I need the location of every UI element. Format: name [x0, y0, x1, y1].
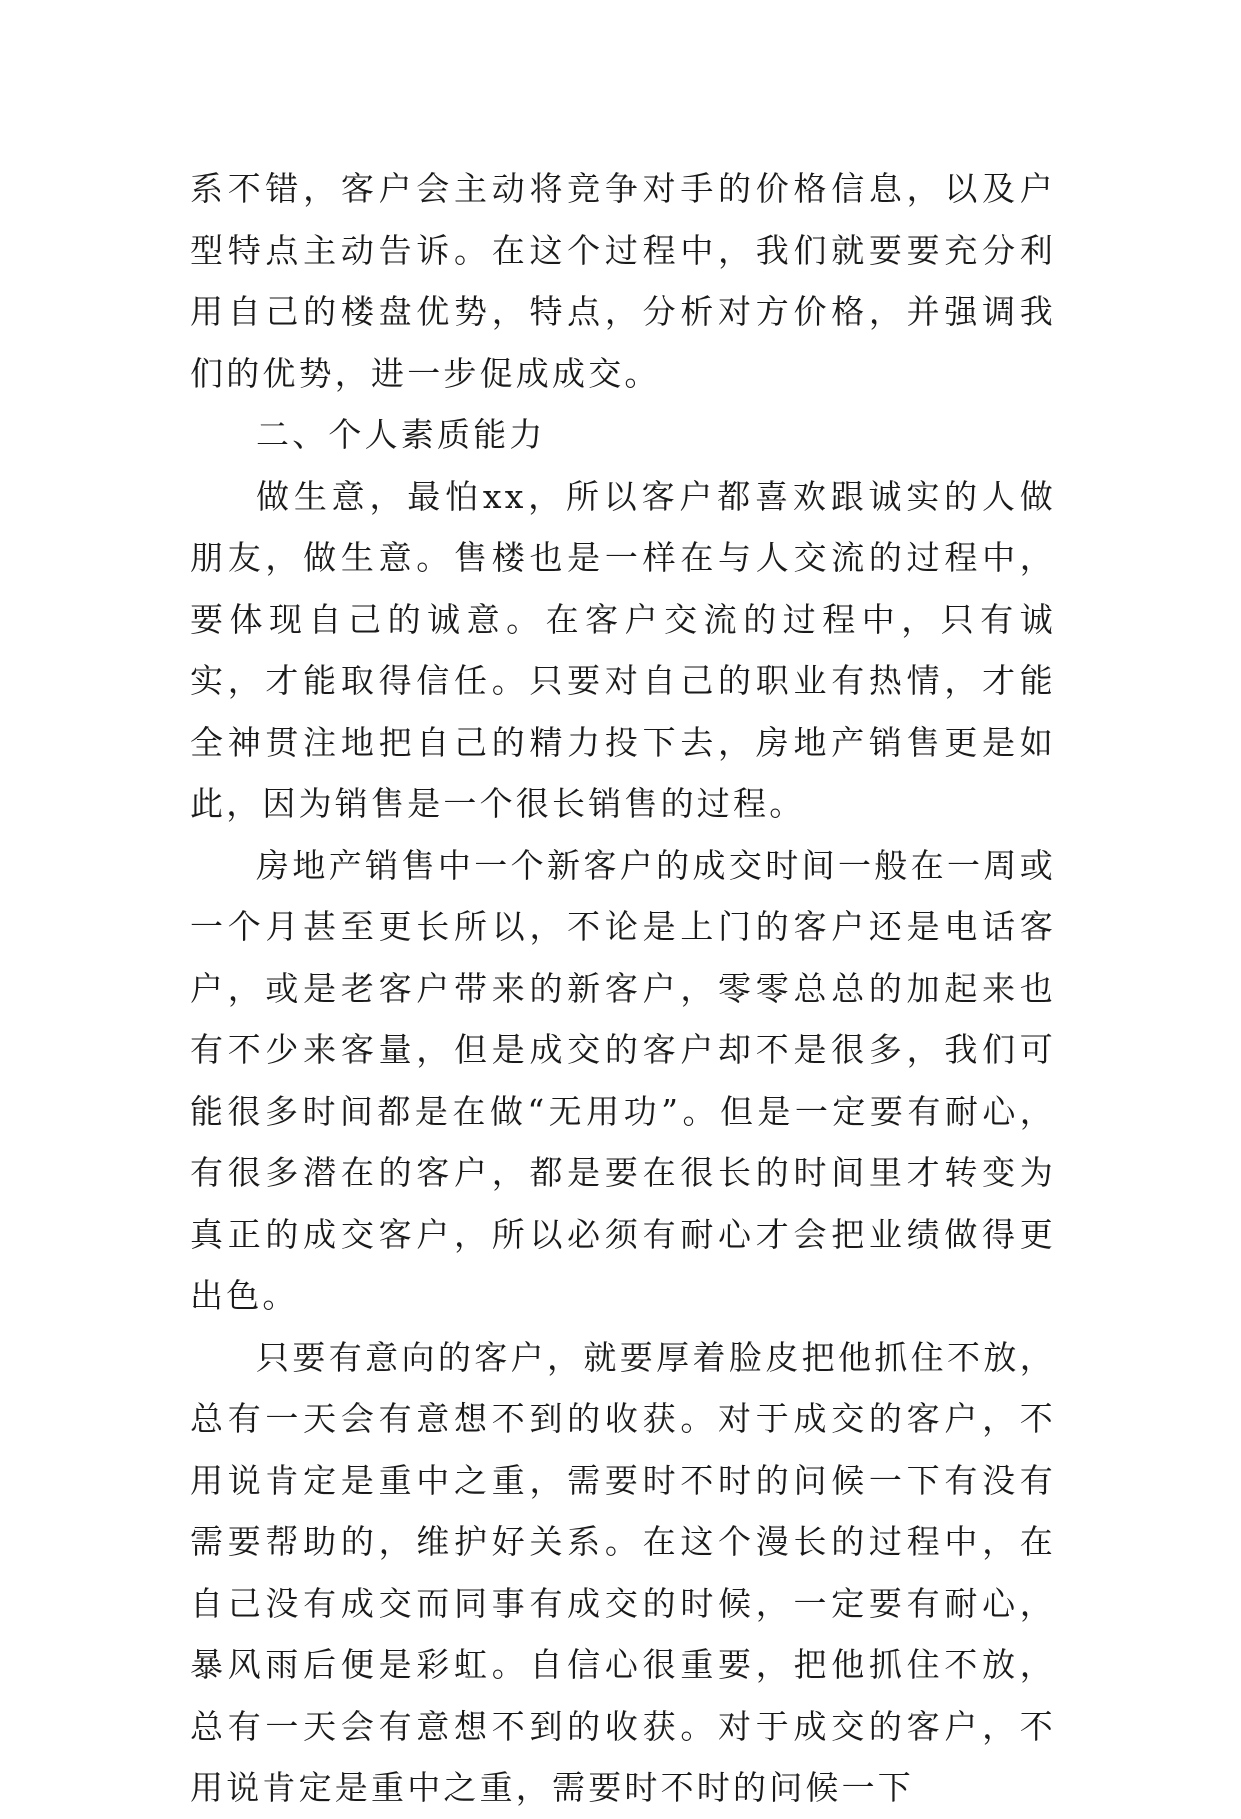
paragraph-3: 房地产销售中一个新客户的成交时间一般在一周或一个月甚至更长所以，不论是上门的客户还是电话客户，或是老客户带来的新客户，零零总总的加起来也有不少来客量，但是成交的客户却不是很多，我们可能很多时间都是在做“无用功”。但是一定要有耐心，有很多潜在的客户，都是要在很长的时间里才转变为真正的成交客户，所以必须有耐心才会把业绩做得更出色。 [190, 845, 1056, 1315]
paragraph-2: 做生意，最怕xx，所以客户都喜欢跟诚实的人做朋友，做生意。售楼也是一样在与人交流的过程中，要体现自己的诚意。在客户交流的过程中，只有诚实，才能取得信任。只要对自己的职业有热情，才能全神贯注地把自己的精力投下去，房地产销售更是如此，因为销售是一个很长销售的过程。 [190, 476, 1056, 823]
paragraph-1: 系不错，客户会主动将竞争对手的价格信息，以及户型特点主动告诉。在这个过程中，我们就要要充分利用自己的楼盘优势，特点，分析对方价格，并强调我们的优势，进一步促成成交。 [190, 169, 1056, 393]
section-heading: 二、个人素质能力 [256, 415, 546, 454]
document-body [190, 158, 1056, 1819]
paragraph-4: 只要有意向的客户，就要厚着脸皮把他抓住不放，总有一天会有意想不到的收获。对于成交的客户，不用说肯定是重中之重，需要时不时的问候一下有没有需要帮助的，维护好关系。在这个漫长的过程中，在自己没有成交而同事有成交的时候，一定要有耐心，暴风雨后便是彩虹。自信心很重要，把他抓住不放，总有一天会有意想不到的收获。对于成交的客户，不用说肯定是重中之重，需要时不时的问候一下 [190, 1337, 1056, 1807]
